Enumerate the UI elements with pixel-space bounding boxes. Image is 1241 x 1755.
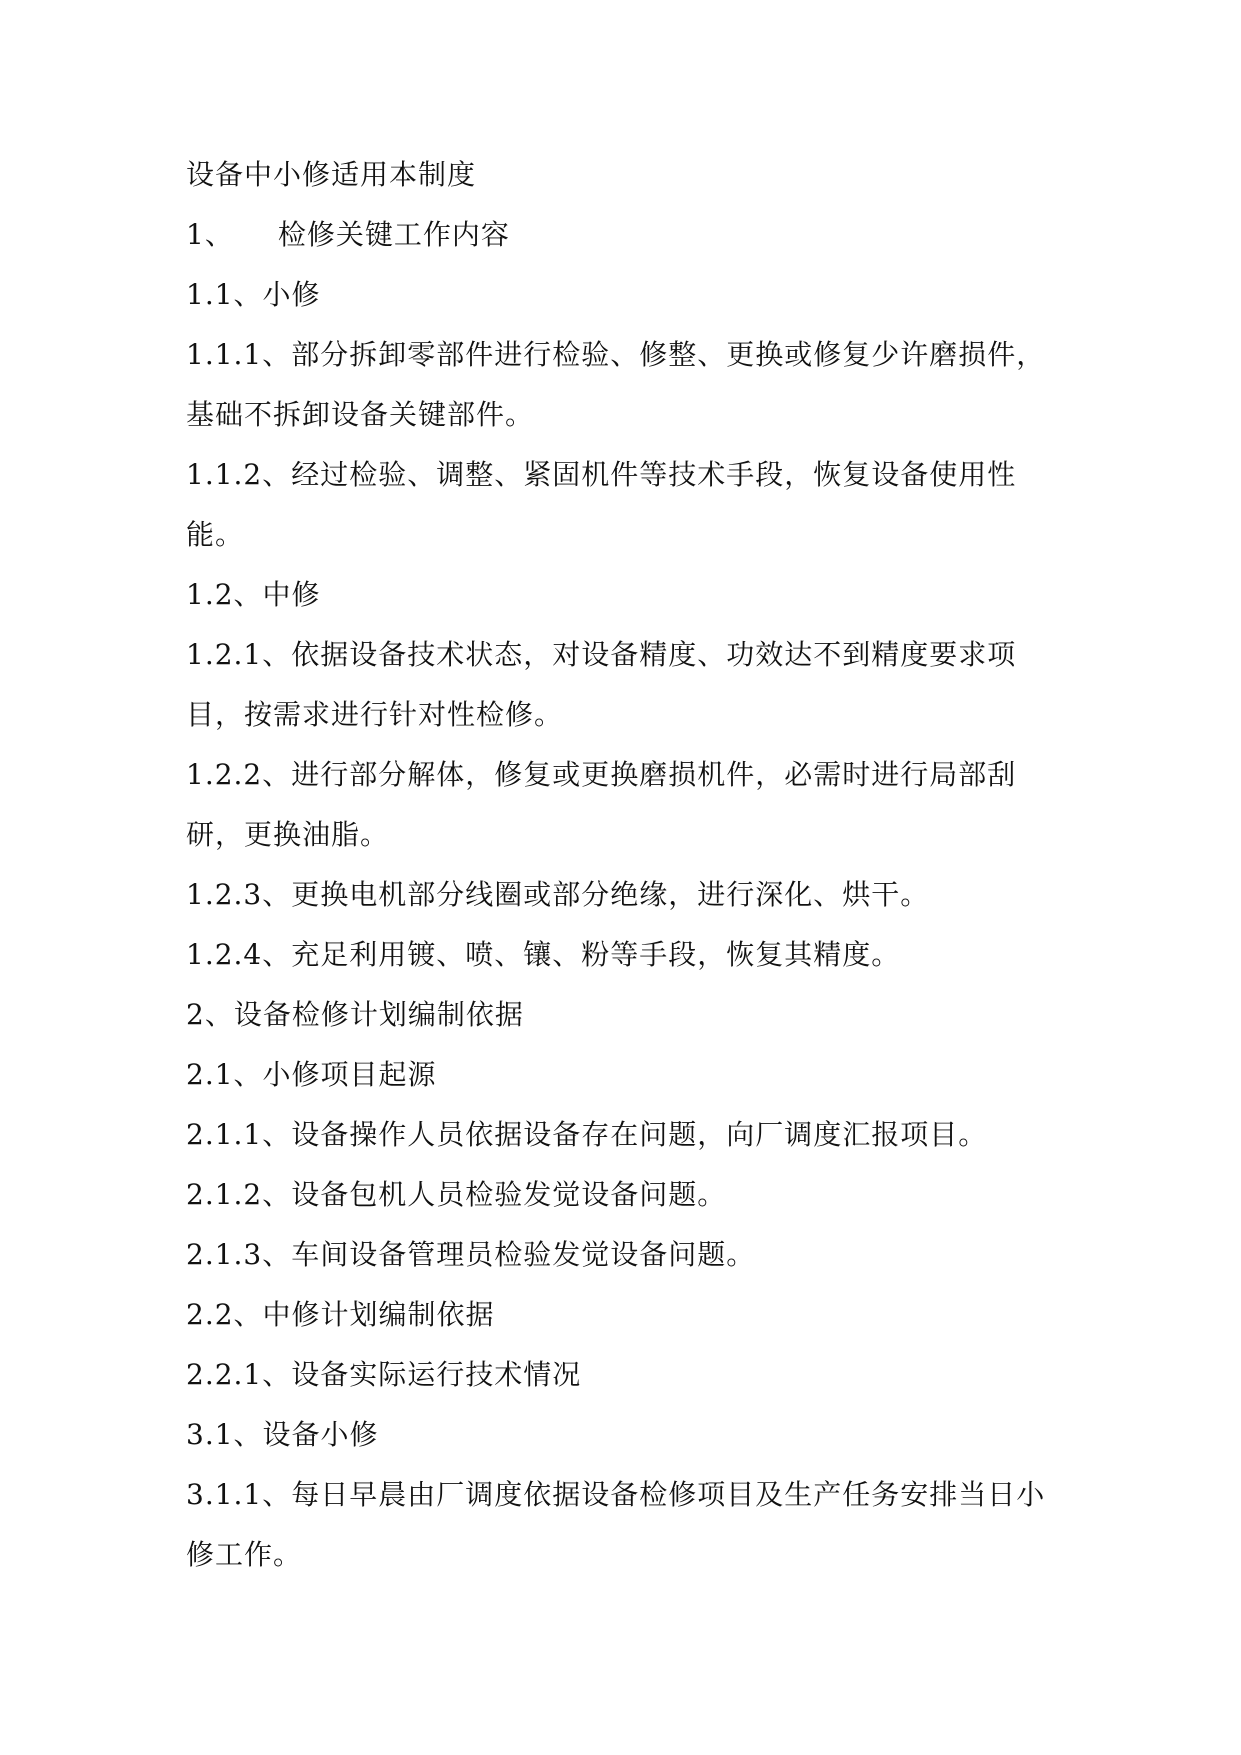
subsection-heading-1-1: 1.1、小修 — [186, 278, 321, 311]
paragraph-1-2-2: 1.2.2、进行部分解体，修复或更换磨损机件，必需时进行局部刮研，更换油脂。 — [186, 758, 1017, 851]
paragraph-1-2-3: 1.2.3、更换电机部分线圈或部分绝缘，进行深化、烘干。 — [186, 878, 930, 911]
paragraph-1-2-4: 1.2.4、充足利用镀、喷、镶、粉等手段，恢复其精度。 — [186, 938, 901, 971]
document-body — [186, 145, 1056, 1585]
document-title: 设备中小修适用本制度 — [186, 158, 477, 191]
section-heading-2: 2、设备检修计划编制依据 — [186, 998, 524, 1031]
paragraph-2-2-1: 2.2.1、设备实际运行技术情况 — [186, 1358, 582, 1391]
subsection-heading-3-1: 3.1、设备小修 — [186, 1418, 379, 1451]
subsection-heading-2-2: 2.2、中修计划编制依据 — [186, 1298, 495, 1331]
subsection-heading-2-1: 2.1、小修项目起源 — [186, 1058, 437, 1091]
paragraph-2-1-1: 2.1.1、设备操作人员依据设备存在问题，向厂调度汇报项目。 — [186, 1118, 988, 1151]
paragraph-3-1-1: 3.1.1、每日早晨由厂调度依据设备检修项目及生产任务安排当日小修工作。 — [186, 1478, 1046, 1571]
subsection-heading-1-2: 1.2、中修 — [186, 578, 321, 611]
paragraph-1-2-1: 1.2.1、依据设备技术状态，对设备精度、功效达不到精度要求项目，按需求进行针对性检修。 — [186, 638, 1017, 731]
paragraph-2-1-3: 2.1.3、车间设备管理员检验发觉设备问题。 — [186, 1238, 756, 1271]
section-heading-1: 1、 检修关键工作内容 — [186, 218, 510, 251]
paragraph-1-1-1: 1.1.1、部分拆卸零部件进行检验、修整、更换或修复少许磨损件，基础不拆卸设备关键部件。 — [186, 338, 1046, 431]
paragraph-2-1-2: 2.1.2、设备包机人员检验发觉设备问题。 — [186, 1178, 727, 1211]
paragraph-1-1-2: 1.1.2、经过检验、调整、紧固机件等技术手段，恢复设备使用性能。 — [186, 458, 1017, 551]
